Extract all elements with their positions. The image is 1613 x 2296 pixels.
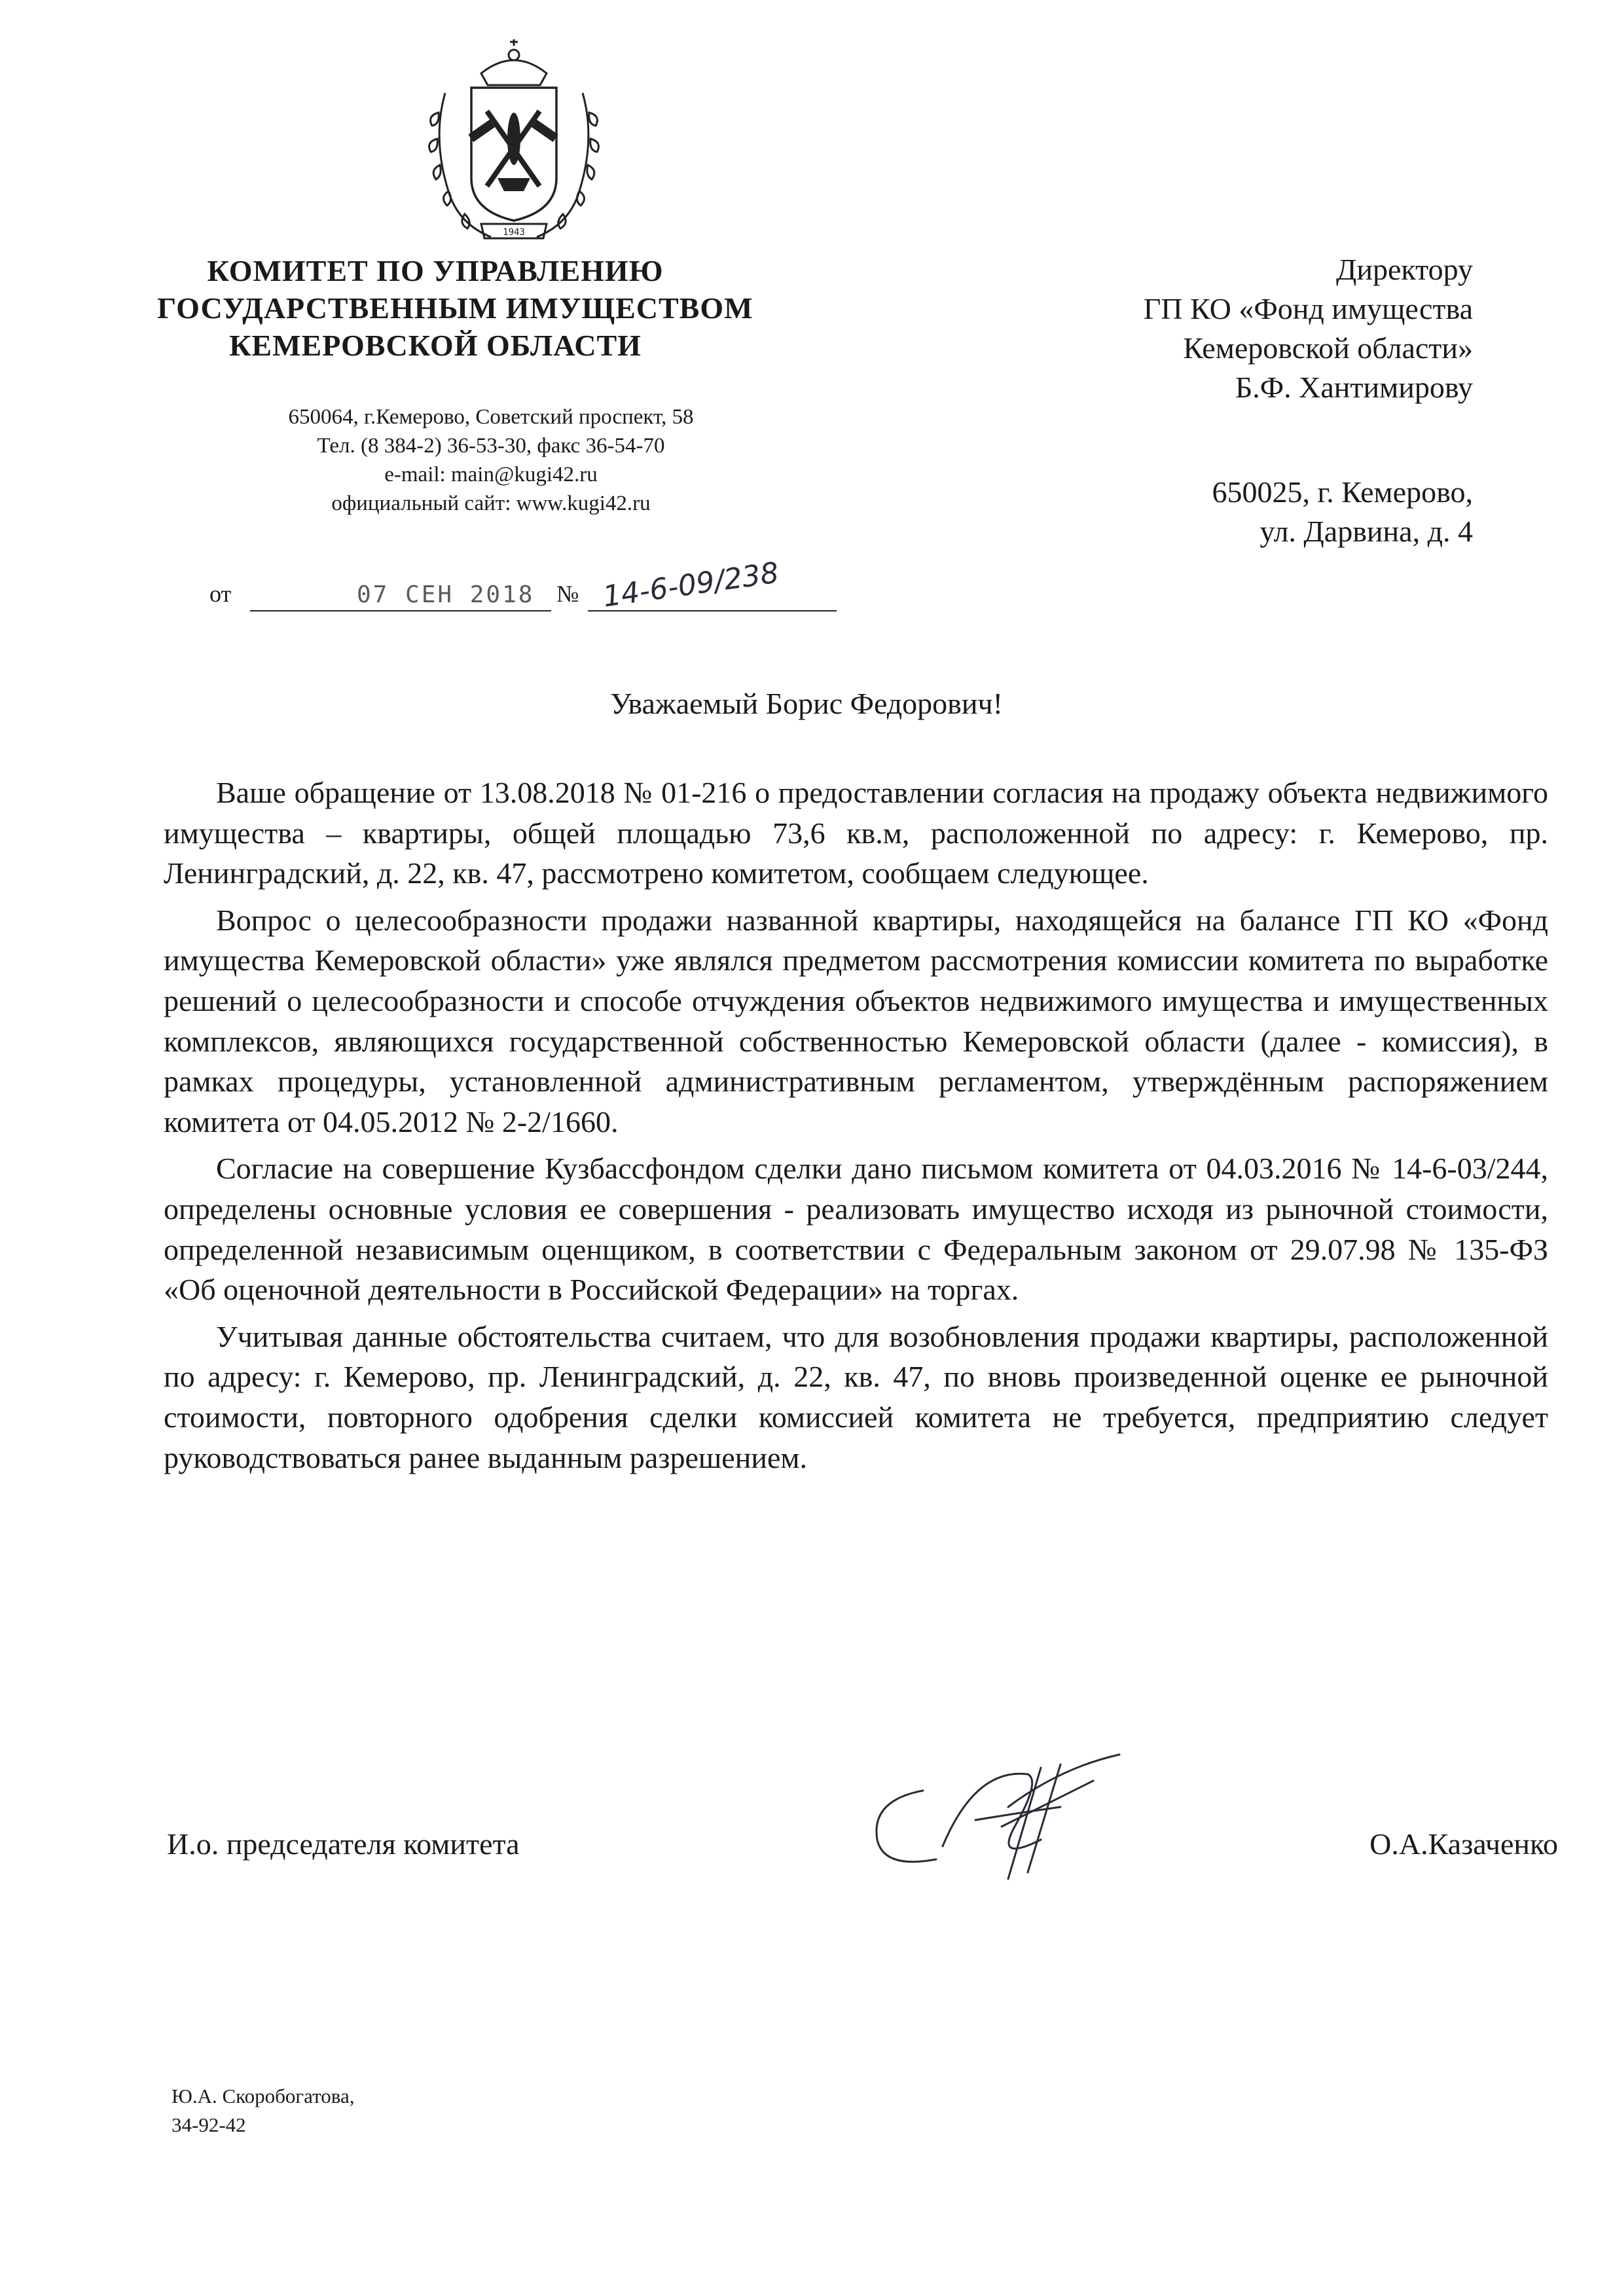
sender-email: e-mail: main@kugi42.ru: [384, 463, 598, 486]
body-paragraph: Согласие на совершение Кузбассфондом сделки дано письмом комитета от 04.03.2016 № 14-6-03/244, определены основные условия ее совершения - реализовать имущество исходя из рыночной стоимости, определенной независимым оценщиком, в соответствии с Федеральным законом от 29.07.98 № 135-ФЗ «Об оценочной деятельности в Российской Федерации» на торгах.: [164, 1152, 1548, 1307]
org-line: ГОСУДАРСТВЕННЫМ ИМУЩЕСТВОМ: [157, 291, 753, 325]
signatory-title: И.о. председателя комитета: [167, 1827, 520, 1861]
letter-body: [164, 773, 1548, 1484]
coat-of-arms-icon: [419, 34, 609, 250]
recipient-address: [982, 473, 1473, 551]
salutation: Уважаемый Борис Федорович!: [610, 687, 1003, 720]
recipient-line: Директору: [1335, 253, 1473, 286]
recipient-line: Кемеровской области»: [1183, 331, 1473, 365]
body-paragraph: Учитывая данные обстоятельства считаем, что для возобновления продажи квартиры, расположенной по адресу: г. Кемерово, пр. Ленинградский, д. 22, кв. 47, по вновь произведенной оценке ее рыночной стоимости, повторного одобрения сделки комиссией комитета не требуется, предприятию следует руководствоваться ранее выданным разрешением.: [164, 1319, 1548, 1474]
body-paragraph: Ваше обращение от 13.08.2018 № 01-216 о предоставлении согласия на продажу объекта недвижимого имущества – квартиры, общей площадью 73,6 кв.м, расположенной по адресу: г. Кемерово, пр. Ленинградский, д. 22, кв. 47, рассмотрено комитетом, сообщаем следующее.: [164, 776, 1548, 890]
executor-phone: 34-92-42: [172, 2113, 246, 2136]
date-label: от: [209, 581, 232, 607]
sender-address: 650064, г.Кемерово, Советский проспект, 58: [288, 405, 694, 429]
executor-block: [172, 2082, 354, 2140]
coat-of-arms-motto: 1943: [503, 227, 525, 238]
recipient-address-line: 650025, г. Кемерово,: [1212, 475, 1473, 509]
sender-contacts: [196, 403, 786, 518]
recipient-line: ГП КО «Фонд имущества: [1143, 292, 1473, 325]
number-label: №: [556, 581, 579, 607]
recipient-line: Б.Ф. Хантимирову: [1235, 371, 1473, 404]
recipient-address-line: ул. Дарвина, д. 4: [1260, 515, 1473, 548]
signatory-name: О.А.Казаченко: [1369, 1827, 1558, 1861]
handwritten-signature-icon: [844, 1728, 1146, 1899]
date-underline: [250, 610, 551, 611]
org-line: КЕМЕРОВСКОЙ ОБЛАСТИ: [229, 329, 642, 362]
recipient-block: [982, 250, 1473, 407]
handwritten-number: 14-6-09/238: [600, 556, 781, 614]
sender-website: официальный сайт: www.kugi42.ru: [331, 492, 651, 515]
sender-phone: Тел. (8 384-2) 36-53-30, факс 36-54-70: [317, 434, 665, 458]
date-stamp: 07 СЕН 2018: [357, 581, 535, 608]
executor-name: Ю.А. Скоробогатова,: [172, 2085, 355, 2107]
body-paragraph: Вопрос о целесообразности продажи названной квартиры, находящейся на балансе ГП КО «Фонд имущества Кемеровской области» уже являлся предметом рассмотрения комиссии комитета по выработке решений о целесообразности и способе отчуждения объектов недвижимого имущества и имущественных комплексов, являющихся государственной собственностью Кемеровской области (далее - комиссия), в рамках процедуры, установленной административным регламентом, утверждённым распоряжением комитета от 04.05.2012 № 2-2/1660.: [164, 903, 1548, 1139]
org-line: КОМИТЕТ ПО УПРАВЛЕНИЮ: [207, 254, 664, 287]
sender-organization-name: [157, 252, 753, 364]
